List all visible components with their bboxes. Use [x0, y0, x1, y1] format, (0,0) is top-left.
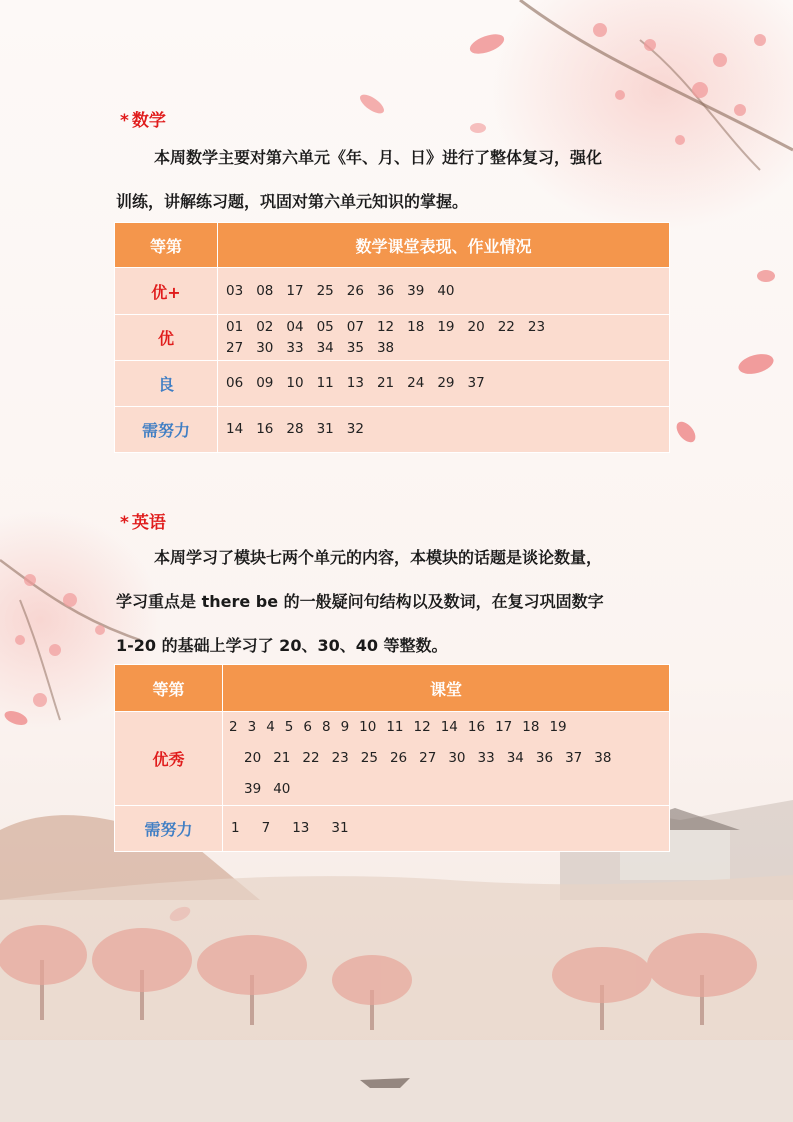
table-row	[115, 268, 670, 315]
level-label: 优秀	[115, 712, 223, 806]
math-paragraph-line2: 训练，讲解练习题，巩固对第六单元知识的掌握。	[116, 192, 469, 211]
student-number: 03	[226, 282, 244, 299]
student-number: 28	[286, 421, 304, 437]
student-number: 18	[407, 318, 425, 335]
student-number: 23	[331, 750, 349, 766]
student-number: 38	[594, 750, 612, 766]
student-number: 33	[286, 339, 304, 356]
student-number: 20	[467, 318, 485, 335]
student-numbers	[218, 268, 670, 315]
star-icon: *	[120, 111, 129, 131]
english-paragraph	[116, 536, 676, 668]
student-number: 23	[527, 318, 546, 335]
student-number: 36	[376, 282, 395, 299]
student-number: 13	[292, 820, 310, 836]
student-number: 32	[346, 421, 364, 437]
table-header-row	[115, 665, 670, 712]
student-number: 34	[316, 339, 334, 356]
student-number: 3	[247, 719, 257, 735]
table-row	[115, 407, 670, 453]
student-number: 31	[331, 820, 349, 836]
student-number: 5	[284, 719, 294, 735]
table-row	[115, 806, 670, 852]
student-number: 19	[437, 318, 455, 335]
student-number: 10	[286, 375, 304, 391]
student-number: 05	[316, 318, 334, 335]
student-number: 26	[389, 750, 408, 766]
student-number: 10	[359, 719, 377, 735]
student-number: 40	[437, 282, 455, 299]
table-row	[115, 712, 670, 806]
student-number: 14	[440, 719, 458, 735]
student-number: 04	[286, 318, 304, 335]
student-number: 16	[467, 719, 486, 735]
header-level: 等第	[115, 665, 223, 712]
english-paragraph-line1: 本周学习了模块七两个单元的内容，本模块的话题是谈论数量，	[154, 548, 603, 567]
student-number: 25	[360, 750, 378, 766]
student-number: 27	[226, 339, 244, 356]
student-number: 37	[565, 750, 583, 766]
math-title-text: 数学	[131, 111, 166, 131]
student-number: 30	[256, 339, 274, 356]
student-number: 4	[266, 719, 275, 735]
student-number: 29	[437, 375, 455, 391]
student-number: 02	[256, 318, 274, 335]
level-label: 优	[115, 315, 218, 361]
math-grade-table	[114, 222, 670, 453]
student-number: 09	[256, 375, 274, 391]
level-label: 良	[115, 361, 218, 407]
table-row	[115, 315, 670, 361]
math-paragraph	[116, 136, 676, 224]
student-number: 34	[506, 750, 524, 766]
student-number: 19	[549, 719, 567, 735]
student-number: 25	[316, 282, 334, 299]
student-number: 7	[261, 820, 271, 836]
student-number: 08	[256, 282, 274, 299]
student-number: 9	[340, 719, 350, 735]
student-number: 38	[376, 339, 395, 356]
math-paragraph-line1: 本周数学主要对第六单元《年、月、日》进行了整体复习，强化	[154, 148, 603, 167]
student-number: 11	[316, 375, 334, 391]
student-number: 17	[495, 719, 513, 735]
student-numbers	[223, 712, 670, 806]
student-number: 31	[316, 421, 334, 437]
student-number: 21	[273, 750, 291, 766]
header-level: 等第	[115, 223, 218, 268]
student-number: 24	[407, 375, 425, 391]
student-number: 33	[477, 750, 495, 766]
student-number: 2	[229, 719, 238, 735]
table-row	[115, 361, 670, 407]
student-number: 35	[346, 339, 364, 356]
student-numbers	[218, 315, 670, 361]
level-label: 需努力	[115, 806, 223, 852]
student-number: 14	[226, 421, 244, 437]
student-number: 17	[286, 282, 304, 299]
student-number: 12	[376, 318, 395, 335]
student-number: 18	[522, 719, 540, 735]
student-number: 12	[413, 719, 431, 735]
student-numbers	[218, 407, 670, 453]
student-number: 22	[302, 750, 320, 766]
student-number: 13	[346, 375, 364, 391]
student-number: 01	[226, 318, 244, 335]
student-number: 37	[467, 375, 485, 391]
math-section-title	[120, 106, 166, 131]
english-paragraph-line2: 学习重点是 there be 的一般疑问句结构以及数词，在复习巩固数字	[116, 592, 604, 611]
student-number: 39	[407, 282, 425, 299]
header-detail: 数学课堂表现、作业情况	[218, 223, 670, 268]
english-paragraph-line3: 1-20 的基础上学习了 20、30、40 等整数。	[116, 636, 448, 655]
student-number: 07	[346, 318, 364, 335]
student-number: 20	[244, 750, 262, 766]
student-number: 06	[226, 375, 244, 391]
student-number: 1	[231, 820, 240, 836]
header-detail: 课堂	[223, 665, 670, 712]
student-number: 21	[376, 375, 395, 391]
student-number: 11	[386, 719, 404, 735]
student-number: 27	[419, 750, 437, 766]
english-section-title	[120, 508, 166, 533]
student-number: 16	[256, 421, 274, 437]
student-number: 39	[244, 781, 262, 797]
student-number: 22	[497, 318, 515, 335]
level-label: 优+	[115, 268, 218, 315]
level-label: 需努力	[115, 407, 218, 453]
student-number: 6	[303, 719, 312, 735]
student-numbers	[218, 361, 670, 407]
star-icon: *	[120, 513, 129, 533]
student-number: 40	[273, 781, 291, 797]
student-number: 30	[448, 750, 466, 766]
english-title-text: 英语	[131, 513, 166, 533]
student-numbers	[223, 806, 670, 852]
table-header-row	[115, 223, 670, 268]
student-number: 8	[321, 719, 331, 735]
english-grade-table	[114, 664, 670, 852]
student-number: 36	[535, 750, 554, 766]
student-number: 26	[346, 282, 364, 299]
